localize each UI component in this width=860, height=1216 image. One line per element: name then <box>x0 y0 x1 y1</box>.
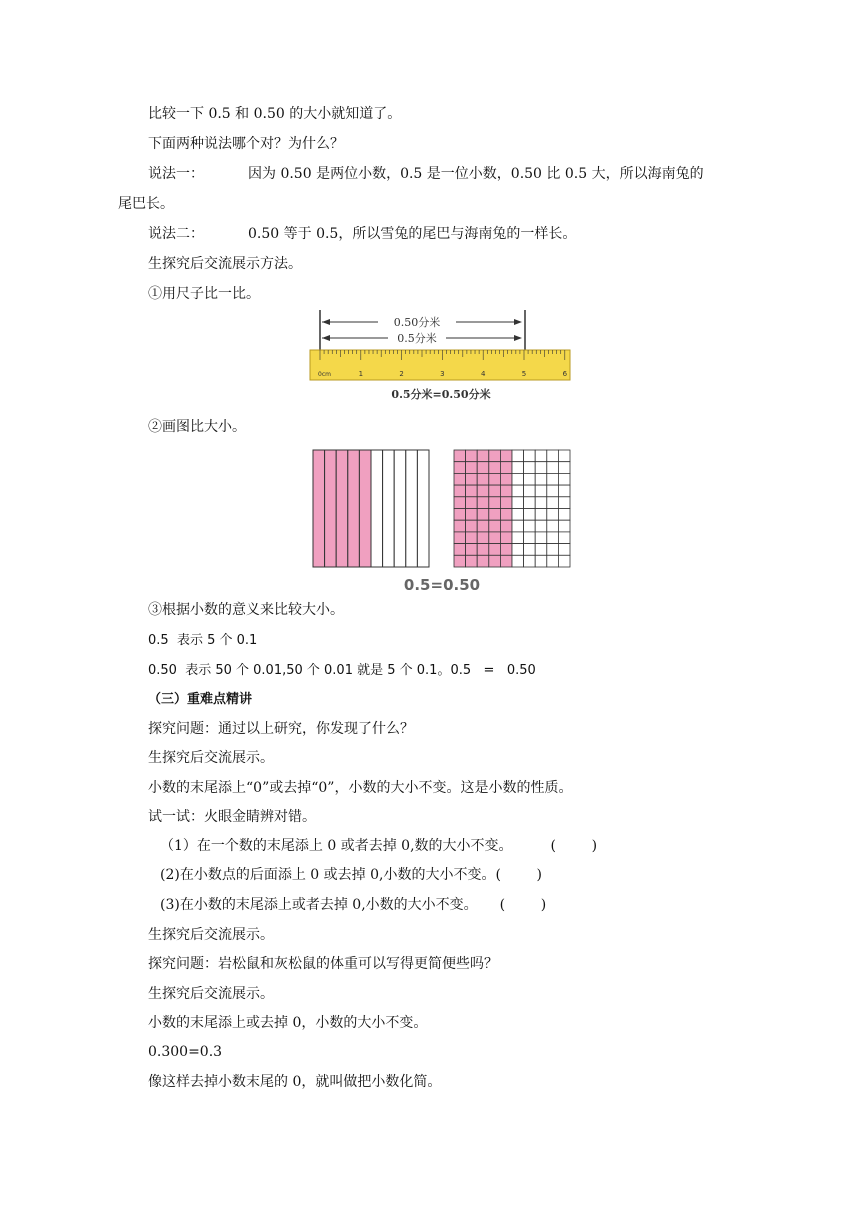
hundredth-cell <box>535 450 547 462</box>
tenth-strip <box>325 450 337 567</box>
text-line: 小数的末尾添上“0”或去掉“0”，小数的大小不变。这是小数的性质。 <box>148 780 573 796</box>
ruler-tick-number: 6 <box>562 370 568 378</box>
hundredth-cell <box>547 555 559 567</box>
hundredth-cell <box>558 520 570 532</box>
hundredth-cell <box>489 544 501 556</box>
hundredth-cell <box>524 462 536 474</box>
tenth-strip <box>359 450 371 567</box>
hundredth-cell <box>477 497 489 509</box>
hundredth-cell <box>547 450 559 462</box>
hundredth-cell <box>489 473 501 485</box>
tenth-strip <box>336 450 348 567</box>
hundredth-cell <box>477 462 489 474</box>
statement-text: 0.50 等于 0.5，所以雪兔的尾巴与海南兔的一样长。 <box>248 226 577 242</box>
tenth-strip <box>394 450 406 567</box>
text-line: 试一试：火眼金睛辨对错。 <box>148 809 316 825</box>
hundredth-cell <box>558 544 570 556</box>
hundredth-cell <box>535 485 547 497</box>
hundredth-cell <box>477 473 489 485</box>
text-line: ②画图比大小。 <box>148 419 246 435</box>
hundredth-cell <box>500 497 512 509</box>
ruler-tick-number: 3 <box>440 370 445 378</box>
hundredth-cell <box>454 532 466 544</box>
answer-parens[interactable]: ( ) <box>499 897 547 913</box>
text-line: 探究问题：通过以上研究，你发现了什么？ <box>148 721 414 737</box>
text-line <box>148 165 704 183</box>
hundredth-cell <box>466 509 478 521</box>
hundredth-cell <box>512 485 524 497</box>
hundredth-cell <box>524 520 536 532</box>
hundredth-cell <box>477 555 489 567</box>
arrow-top-label: 0.50分米 <box>393 316 441 329</box>
text-line <box>148 225 576 243</box>
hundredth-cell <box>558 462 570 474</box>
hundredth-cell <box>466 462 478 474</box>
hundredth-cell <box>524 497 536 509</box>
text-line: 0.5 表示 5 个 0.1 <box>148 633 258 648</box>
text-line: 0.300=0.3 <box>148 1044 223 1060</box>
hundredth-cell <box>454 462 466 474</box>
hundredth-cell <box>512 544 524 556</box>
answer-parens[interactable]: ( ) <box>550 838 598 854</box>
hundredth-cell <box>454 485 466 497</box>
hundredth-cell <box>512 555 524 567</box>
hundredth-cell <box>512 473 524 485</box>
hundredth-cell <box>524 544 536 556</box>
hundredth-cell <box>466 473 478 485</box>
hundredth-cell <box>489 485 501 497</box>
hundredth-cell <box>454 473 466 485</box>
hundredth-cell <box>558 497 570 509</box>
hundredth-cell <box>489 497 501 509</box>
ruler-tick-number: 1 <box>358 370 364 378</box>
text-line: 0.50 表示 50 个 0.01,50 个 0.01 就是 5 个 0.1。0.5 = 0.50 <box>148 663 536 678</box>
text-line: 像这样去掉小数末尾的 0，就叫做把小数化简。 <box>148 1074 442 1090</box>
arrow-bottom-label: 0.5分米 <box>397 332 437 345</box>
text-line: 比较一下 0.5 和 0.50 的大小就知道了。 <box>148 106 402 122</box>
hundredth-cell <box>535 544 547 556</box>
hundredth-cell <box>489 462 501 474</box>
question-text: (2)在小数点的后面添上 0 或去掉 0,小数的大小不变。 <box>160 867 496 883</box>
hundredth-cell <box>535 462 547 474</box>
hundredth-cell <box>500 532 512 544</box>
text-line: ①用尺子比一比。 <box>148 286 260 302</box>
hundredth-cell <box>489 509 501 521</box>
hundredth-cell <box>512 532 524 544</box>
hundredth-cell <box>535 520 547 532</box>
hundredth-cell <box>558 485 570 497</box>
hundredth-cell <box>500 544 512 556</box>
hundredth-cell <box>489 450 501 462</box>
hundredth-cell <box>535 473 547 485</box>
hundredth-cell <box>524 450 536 462</box>
ruler-caption: 0.5分米=0.50分米 <box>391 388 491 401</box>
hundredth-cell <box>547 462 559 474</box>
hundredth-cell <box>558 450 570 462</box>
text-line: ③根据小数的意义来比较大小。 <box>148 602 344 618</box>
hundredth-cell <box>535 497 547 509</box>
hundredth-cell <box>524 473 536 485</box>
statement-label: 说法一： <box>148 166 204 182</box>
hundredth-cell <box>524 555 536 567</box>
tenths-grid <box>313 450 429 567</box>
hundredth-cell <box>524 509 536 521</box>
hundredths-grid <box>454 450 570 567</box>
hundredth-cell <box>477 520 489 532</box>
text-line: 生探究后交流展示。 <box>148 750 274 766</box>
tenth-strip <box>417 450 429 567</box>
text-line: 生探究后交流展示方法。 <box>148 256 302 272</box>
hundredth-cell <box>477 485 489 497</box>
text-line: 探究问题：岩松鼠和灰松鼠的体重可以写得更简便些吗？ <box>148 956 498 972</box>
grid-figure <box>308 446 578 594</box>
tenth-strip <box>406 450 418 567</box>
hundredth-cell <box>512 462 524 474</box>
hundredth-cell <box>547 485 559 497</box>
hundredth-cell <box>500 555 512 567</box>
hundredth-cell <box>466 497 478 509</box>
hundredth-cell <box>547 520 559 532</box>
hundredth-cell <box>547 473 559 485</box>
section-heading: （三）重难点精讲 <box>148 692 253 707</box>
hundredth-cell <box>477 509 489 521</box>
hundredth-cell <box>535 532 547 544</box>
hundredth-cell <box>466 485 478 497</box>
hundredth-cell <box>500 450 512 462</box>
tenth-strip <box>371 450 383 567</box>
hundredth-cell <box>489 555 501 567</box>
answer-parens[interactable]: ( ) <box>495 867 542 883</box>
hundredth-cell <box>558 555 570 567</box>
text-line: 下面两种说法哪个对？为什么？ <box>148 136 344 152</box>
tenth-strip <box>313 450 325 567</box>
text-line: 尾巴长。 <box>118 196 174 212</box>
ruler-figure <box>308 310 574 404</box>
text-line: 小数的末尾添上或去掉 0，小数的大小不变。 <box>148 1015 428 1031</box>
hundredth-cell <box>558 509 570 521</box>
hundredth-cell <box>500 485 512 497</box>
hundredth-cell <box>512 520 524 532</box>
question-item <box>160 896 546 914</box>
hundredth-cell <box>489 532 501 544</box>
hundredth-cell <box>512 509 524 521</box>
hundredth-cell <box>524 485 536 497</box>
hundredth-cell <box>500 462 512 474</box>
hundredth-cell <box>454 520 466 532</box>
ruler-tick-number: 5 <box>521 370 527 378</box>
tenth-strip <box>348 450 360 567</box>
hundredth-cell <box>558 473 570 485</box>
hundredth-cell <box>477 532 489 544</box>
ruler-unit-label: 0cm <box>318 371 331 378</box>
hundredth-cell <box>500 473 512 485</box>
hundredth-cell <box>454 544 466 556</box>
tenth-strip <box>383 450 395 567</box>
question-text: (3)在小数的末尾添上或者去掉 0,小数的大小不变。 <box>160 897 478 913</box>
text-line: 生探究后交流展示。 <box>148 986 274 1002</box>
statement-label: 说法二： <box>148 226 204 242</box>
hundredth-cell <box>547 544 559 556</box>
question-item <box>160 837 597 855</box>
ruler-tick-number: 4 <box>480 370 486 378</box>
statement-text: 因为 0.50 是两位小数，0.5 是一位小数，0.50 比 0.5 大，所以海南兔的 <box>248 166 704 182</box>
hundredth-cell <box>547 497 559 509</box>
hundredth-cell <box>512 450 524 462</box>
hundredth-cell <box>512 497 524 509</box>
hundredth-cell <box>500 520 512 532</box>
hundredth-cell <box>535 555 547 567</box>
hundredth-cell <box>547 532 559 544</box>
hundredth-cell <box>547 509 559 521</box>
hundredth-cell <box>454 555 466 567</box>
hundredth-cell <box>454 497 466 509</box>
hundredth-cell <box>466 555 478 567</box>
text-line: 生探究后交流展示。 <box>148 927 274 943</box>
question-text: （1）在一个数的末尾添上 0 或者去掉 0,数的大小不变。 <box>160 838 513 854</box>
hundredth-cell <box>466 532 478 544</box>
hundredth-cell <box>489 520 501 532</box>
hundredth-cell <box>466 450 478 462</box>
hundredth-cell <box>454 509 466 521</box>
hundredth-cell <box>535 509 547 521</box>
ruler-tick-number: 2 <box>399 370 404 378</box>
hundredth-cell <box>524 532 536 544</box>
hundredth-cell <box>454 450 466 462</box>
hundredth-cell <box>466 544 478 556</box>
grid-caption: 0.5=0.50 <box>403 576 481 594</box>
hundredth-cell <box>477 544 489 556</box>
question-item <box>160 866 542 884</box>
hundredth-cell <box>477 450 489 462</box>
hundredth-cell <box>466 520 478 532</box>
hundredth-cell <box>500 509 512 521</box>
hundredth-cell <box>558 532 570 544</box>
